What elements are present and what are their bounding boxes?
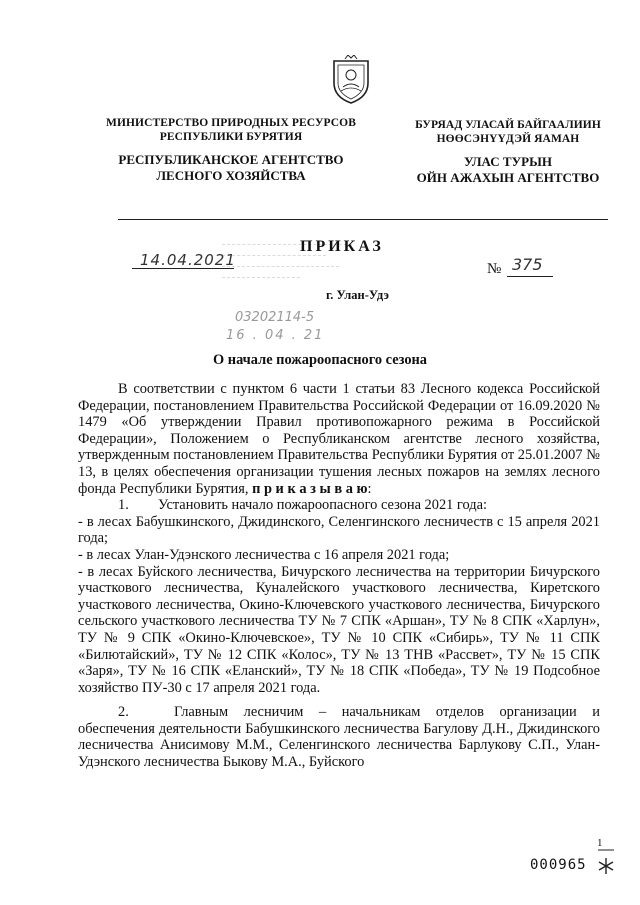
order-title: ПРИКАЗ bbox=[300, 238, 384, 255]
agency-line-2: ЛЕСНОГО ХОЗЯЙСТВА bbox=[156, 168, 306, 183]
registration-date: 16 . 04 . 21 bbox=[226, 328, 325, 343]
ministry-line-1: МИНИСТЕРСТВО ПРИРОДНЫХ РЕСУРСОВ bbox=[105, 117, 356, 129]
subitem-3: - в лесах Буйского лесничества, Бичурского лесничества на территории Бичурского участкового лесничества, Куналейского участкового лесничества, Киретского участкового лесничества, Окино-Ключевского участкового лесничества, Бичурского сельского участкового лесничества ТУ № 7 СПК «Аршан», ТУ № 8 СПК «Харлун», ТУ № 9 СПК «Окино-Ключевское», ТУ № 10 СПК «Сибирь», ТУ № 11 СПК «Билютайский», ТУ № 12 СПК «Колос», ТУ № 13 ТНВ «Рассвет», ТУ № 15 СПК «Заря», ТУ № 16 СПК «Еланский», ТУ № 18 СПК «Победа», ТУ № 19 Подсобное хозяйство ПУ-30 с 17 апреля 2021 года. bbox=[78, 563, 600, 696]
header-divider bbox=[118, 219, 608, 220]
order-subject: О начале пожароопасного сезона bbox=[212, 352, 427, 368]
agency-name bbox=[100, 152, 362, 184]
page-number: 1 bbox=[597, 837, 603, 849]
agency-buryat-line-2: ОЙН АЖАХЫН АГЕНТСТВО bbox=[416, 170, 600, 185]
ministry-name bbox=[100, 116, 362, 144]
item-2-text: Главным лесничим – начальникам отделов организации и обеспечения деятельности Бабушкинского лесничества Багулову Д.Н., Джидинского лесничества Анисимову М.М., Селенгинского лесничества Барлукову С.П., Улан-Удэнского лесничества Быкову М.А., Буйского bbox=[78, 704, 600, 771]
number-underline bbox=[507, 276, 553, 277]
item-1-number: 1. bbox=[118, 497, 129, 514]
ministry-name-buryat bbox=[388, 118, 628, 146]
ministry-buryat-line-1: БУРЯАД УЛАСАЙ БАЙГААЛИИН bbox=[415, 119, 601, 131]
item-1 bbox=[78, 497, 600, 514]
order-number: 375 bbox=[512, 255, 543, 274]
registration-number: 03202114-5 bbox=[235, 310, 315, 325]
date-underline bbox=[132, 268, 234, 269]
order-date: 14.04.2021 bbox=[140, 251, 236, 269]
ministry-line-2: РЕСПУБЛИКИ БУРЯТИЯ bbox=[159, 131, 303, 143]
subitem-2: - в лесах Улан-Удэнского лесничества с 16 апреля 2021 года; bbox=[78, 546, 450, 563]
agency-name-buryat bbox=[388, 154, 628, 186]
item-1-text: Установить начало пожароопасного сезона 2021 года: bbox=[158, 497, 487, 514]
snowflake-mark-icon bbox=[594, 846, 618, 876]
ministry-buryat-line-2: НӨӨСЭНҮҮДЭЙ ЯАМАН bbox=[436, 133, 580, 145]
preamble-end: : bbox=[367, 480, 372, 497]
preamble-paragraph bbox=[78, 381, 600, 497]
subitem-1: - в лесах Бабушкинского, Джидинского, Селенгинского лесничеств с 15 апреля 2021 года; bbox=[78, 513, 600, 547]
coat-of-arms-emblem bbox=[330, 55, 372, 105]
agency-line-1: РЕСПУБЛИКАНСКОЕ АГЕНТСТВО bbox=[118, 152, 344, 167]
agency-buryat-line-1: УЛАС ТУРЫН bbox=[464, 154, 552, 169]
preamble-text: В соответствии с пунктом 6 части 1 статьи 83 Лесного кодекса Российской Федерации, постановлением Правительства Российской Федерации от 16.09.2020 № 1479 «Об утверждении Правил противопожарного режима в Российской Федерации», Положением о Республиканском агентстве лесного хозяйства, утвержденным постановлением Правительства Республики Бурятия от 25.01.2007 № 13, в целях обеспечения организации тушения лесных пожаров на землях лесного фонда Республики Бурятия, bbox=[78, 381, 600, 497]
order-city: г. Улан-Удэ bbox=[326, 288, 389, 302]
order-body bbox=[78, 381, 600, 771]
item-2-number: 2. bbox=[118, 704, 129, 721]
order-verb: п р и к а з ы в а ю bbox=[252, 480, 368, 497]
item-2 bbox=[78, 704, 600, 770]
form-serial-number: 000965 bbox=[530, 857, 587, 873]
order-number-label: № bbox=[487, 261, 502, 277]
